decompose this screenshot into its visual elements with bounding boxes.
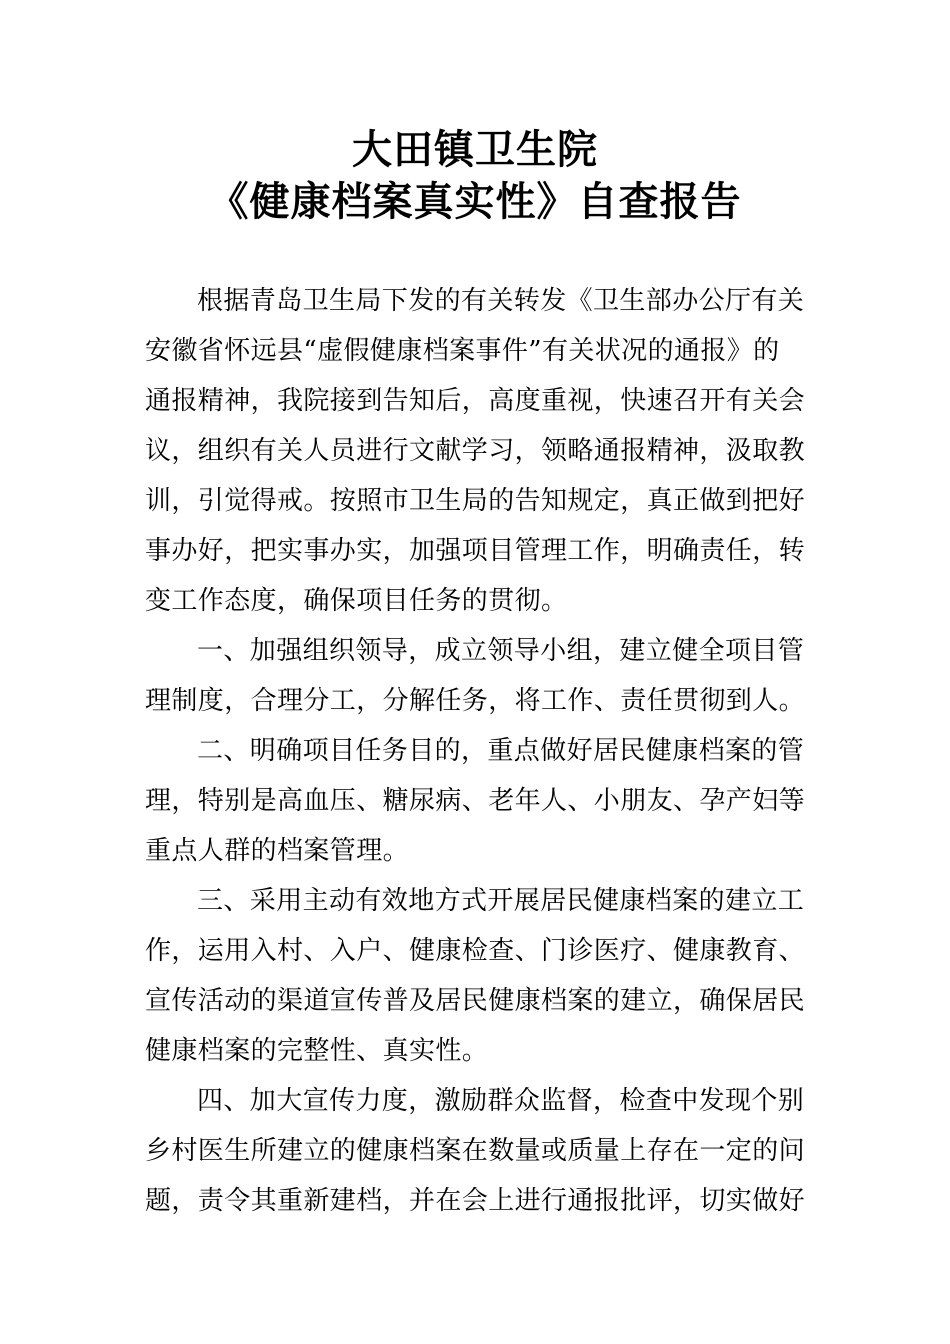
body-line: 四、加大宣传力度，激励群众监督，检查中发现个别 — [197, 1086, 805, 1116]
body-line: 事办好，把实事办实，加强项目管理工作，明确责任，转 — [145, 536, 806, 566]
body-line: 通报精神，我院接到告知后，高度重视，快速召开有关会 — [145, 386, 806, 416]
body-line: 重点人群的档案管理。 — [145, 836, 410, 866]
document-body — [145, 276, 810, 1226]
document-title-line-2: 《健康档案真实性》自查报告 — [208, 179, 742, 225]
body-line: 健康档案的完整性、真实性。 — [145, 1036, 489, 1066]
body-line: 理，特别是高血压、糖尿病、老年人、小朋友、孕产妇等 — [145, 786, 806, 816]
body-line: 三、采用主动有效地方式开展居民健康档案的建立工 — [197, 886, 805, 916]
body-line: 变工作态度，确保项目任务的贯彻。 — [145, 586, 568, 616]
body-line: 安徽省怀远县“虚假健康档案事件”有关状况的通报》的 — [145, 336, 780, 366]
body-line: 理制度，合理分工，分解任务，将工作、责任贯彻到人。 — [145, 686, 806, 716]
body-line: 作，运用入村、入户、健康检查、门诊医疗、健康教育、 — [145, 936, 806, 966]
body-line: 乡村医生所建立的健康档案在数量或质量上存在一定的问 — [145, 1136, 806, 1166]
body-line: 议，组织有关人员进行文献学习，领略通报精神，汲取教 — [145, 436, 806, 466]
body-line: 根据青岛卫生局下发的有关转发《卫生部办公厅有关 — [197, 286, 805, 316]
body-line: 二、明确项目任务目的，重点做好居民健康档案的管 — [197, 736, 805, 766]
body-line: 题，责令其重新建档，并在会上进行通报批评，切实做好 — [145, 1186, 806, 1216]
body-line: 一、加强组织领导，成立领导小组，建立健全项目管 — [197, 636, 805, 666]
body-line: 训，引觉得戒。按照市卫生局的告知规定，真正做到把好 — [145, 486, 806, 516]
body-line: 宣传活动的渠道宣传普及居民健康档案的建立，确保居民 — [145, 986, 806, 1016]
document-title-line-1: 大田镇卫生院 — [352, 127, 598, 173]
